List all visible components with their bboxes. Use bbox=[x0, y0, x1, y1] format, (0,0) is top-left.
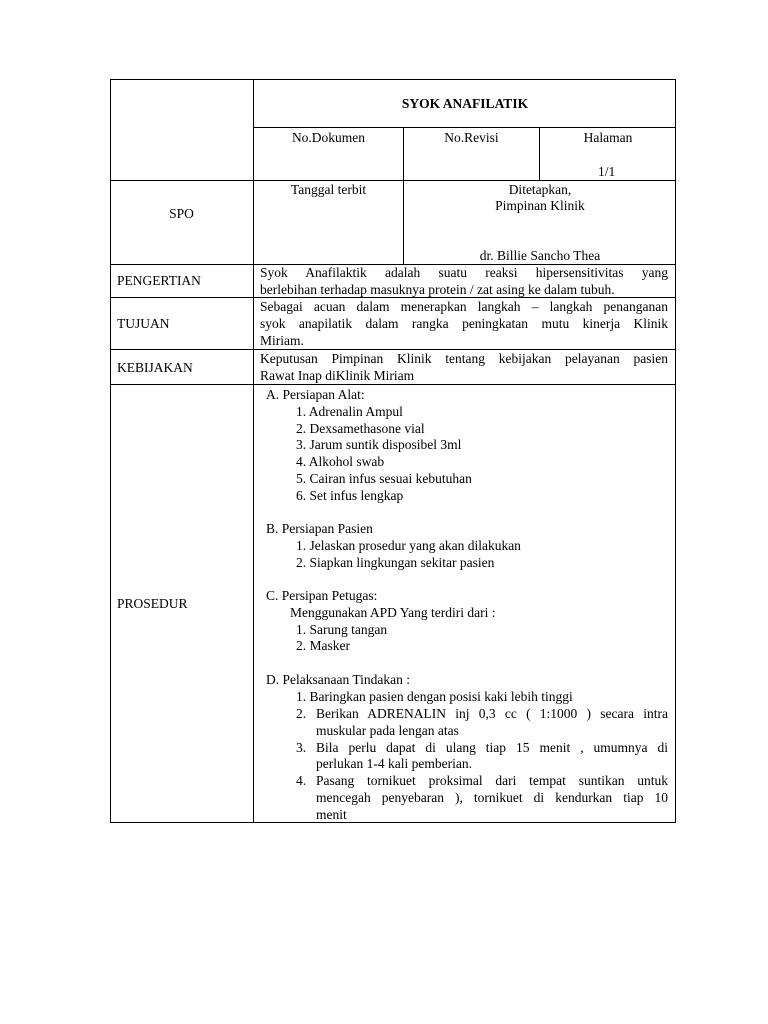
tujuan-line-3: Miriam. bbox=[260, 333, 304, 348]
list-item: 4. Alkohol swab bbox=[296, 454, 385, 469]
kebijakan-line-1: Keputusan Pimpinan Klinik tentang kebijakan pelayanan pasien bbox=[260, 351, 668, 366]
tujuan-line-1: Sebagai acuan dalam menerapkan langkah – langkah penanganan bbox=[260, 299, 668, 314]
list-item: 1. Adrenalin Ampul bbox=[296, 404, 403, 419]
pengertian-line-2: berlebihan terhadap masuknya protein / zat asing ke dalam tubuh. bbox=[260, 282, 615, 297]
prosedur-label: PROSEDUR bbox=[117, 596, 188, 611]
list-item: 1. Jelaskan prosedur yang akan dilakukan bbox=[296, 538, 521, 553]
row-divider-3 bbox=[110, 384, 676, 385]
ditetapkan-label: Ditetapkan, bbox=[508, 182, 572, 197]
list-item: 2. Masker bbox=[296, 638, 350, 653]
header-title-divider bbox=[253, 127, 676, 128]
kebijakan-line-2: Rawat Inap diKlinik Miriam bbox=[260, 368, 415, 383]
tujuan-line-2: syok anapilatik dalam rangka peningkatan mutu kinerja Klinik bbox=[260, 316, 668, 331]
no-dokumen-label: No.Dokumen bbox=[291, 130, 366, 145]
list-item: 6. Set infus lengkap bbox=[296, 488, 404, 503]
list-item-number: 4. bbox=[296, 773, 307, 788]
section-c-subtitle: Menggunakan APD Yang terdiri dari : bbox=[290, 605, 496, 620]
list-item: 2. Dexsamethasone vial bbox=[296, 421, 425, 436]
kebijakan-label: KEBIJAKAN bbox=[117, 360, 193, 375]
spo-label: SPO bbox=[169, 206, 194, 221]
list-item: Pasang tornikuet proksimal dari tempat suntikan untuk bbox=[316, 773, 668, 788]
pimpinan-label: Pimpinan Klinik bbox=[495, 198, 585, 213]
halaman-label: Halaman bbox=[583, 130, 633, 145]
list-item: Bila perlu dapat di ulang tiap 15 menit , umumnya di bbox=[316, 740, 668, 755]
pengertian-label: PENGERTIAN bbox=[117, 273, 201, 288]
signatory-name: dr. Billie Sancho Thea bbox=[479, 248, 601, 263]
list-item-continuation: perlukan 1-4 kali pemberian. bbox=[316, 756, 472, 771]
list-item-continuation: muskular pada lengan atas bbox=[316, 723, 459, 738]
list-item-continuation: mencegah penyebaran ), tornikuet di kendurkan tiap 10 bbox=[316, 790, 668, 805]
list-item: 1. Sarung tangan bbox=[296, 622, 388, 637]
list-item: 1. Baringkan pasien dengan posisi kaki lebih tinggi bbox=[296, 689, 573, 704]
list-item-number: 3. bbox=[296, 740, 307, 755]
list-item-continuation: menit bbox=[316, 807, 347, 822]
tanggal-terbit-label: Tanggal terbit bbox=[290, 182, 367, 197]
list-item: 3. Jarum suntik disposibel 3ml bbox=[296, 437, 462, 452]
list-item-number: 2. bbox=[296, 706, 307, 721]
section-d-title: D. Pelaksanaan Tindakan : bbox=[266, 672, 410, 687]
document-title: SYOK ANAFILATIK bbox=[401, 96, 529, 111]
section-c-title: C. Persipan Petugas: bbox=[266, 588, 378, 603]
list-item: 5. Cairan infus sesuai kebutuhan bbox=[296, 471, 472, 486]
section-b-title: B. Persiapan Pasien bbox=[266, 521, 373, 536]
halaman-value: 1/1 bbox=[598, 164, 616, 179]
pengertian-line-1: Syok Anafilaktik adalah suatu reaksi hipersensitivitas yang bbox=[260, 265, 668, 280]
list-item: 2. Siapkan lingkungan sekitar pasien bbox=[296, 555, 495, 570]
list-item: Berikan ADRENALIN inj 0,3 cc ( 1:1000 ) secara intra bbox=[316, 706, 668, 721]
tujuan-label: TUJUAN bbox=[117, 316, 170, 331]
section-a-title: A. Persiapan Alat: bbox=[266, 387, 365, 402]
no-revisi-label: No.Revisi bbox=[444, 130, 499, 145]
